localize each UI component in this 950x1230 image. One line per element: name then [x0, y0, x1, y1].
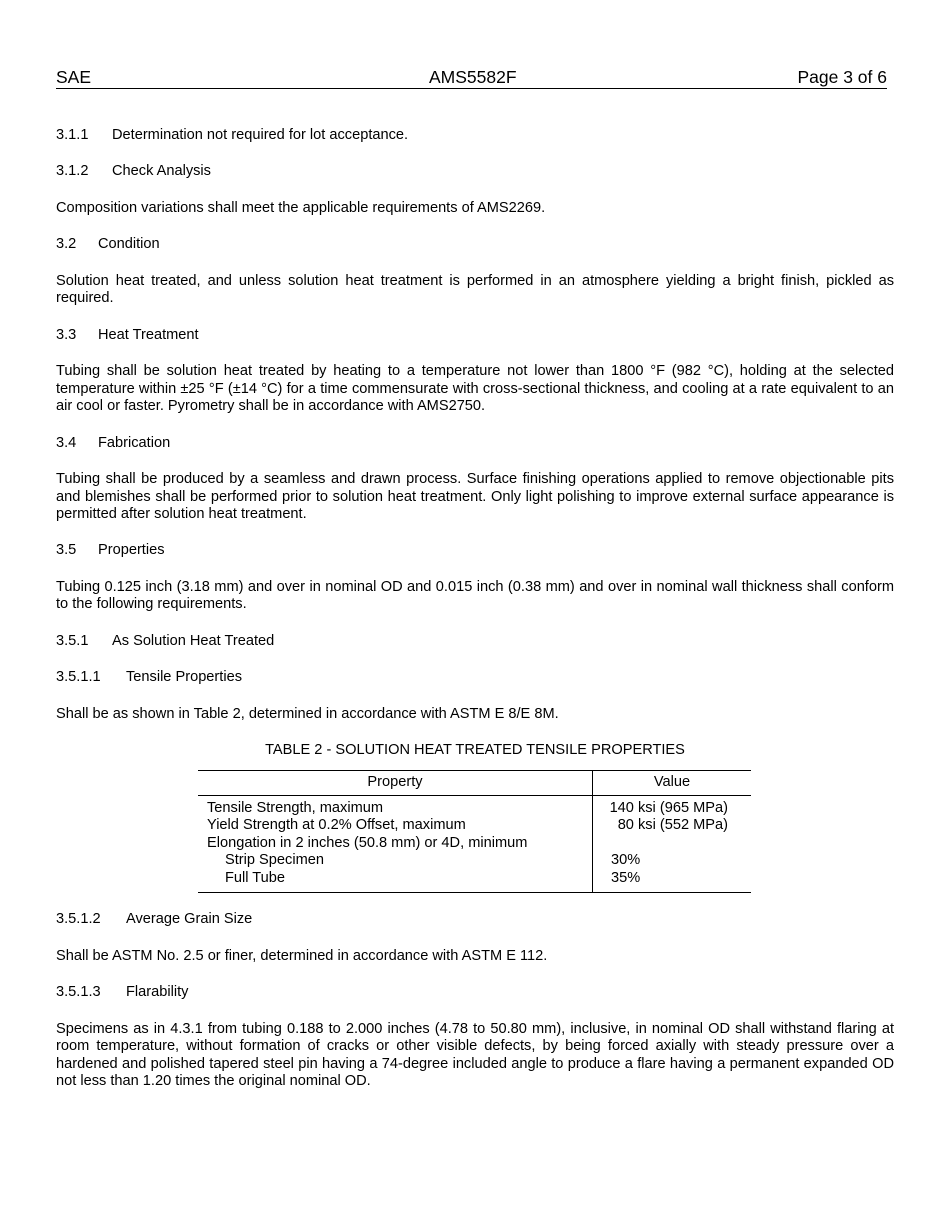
section-number: 3.5.1.3: [56, 984, 101, 1001]
section-3-4-text: Tubing shall be produced by a seamless and drawn process. Surface finishing operations applied to remove objectionable pits and blemishes shall be performed prior to solution heat treatment. Only light polishing to improve external surface appearance is permitted after solution heat treatment.: [56, 470, 894, 523]
property-cell: Full Tube: [198, 870, 593, 892]
section-title: Fabrication: [98, 434, 171, 451]
column-header-value: Value: [593, 770, 752, 795]
value-cell: 30%: [611, 852, 641, 869]
section-title: Heat Treatment: [98, 326, 199, 343]
table-row: [198, 852, 751, 870]
section-title: Determination not required for lot acceptance.: [112, 127, 409, 143]
property-cell: Elongation in 2 inches (50.8 mm) or 4D, minimum: [198, 835, 593, 853]
property-cell: Yield Strength at 0.2% Offset, maximum: [198, 817, 593, 835]
table-row: [198, 795, 751, 817]
table-row: [198, 835, 751, 853]
page-header: [56, 67, 887, 89]
section-number: 3.5.1.1: [56, 669, 101, 686]
section-number: 3.1.1: [56, 127, 89, 143]
section-number: 3.3: [56, 326, 77, 343]
section-3-2-heading: [56, 236, 894, 254]
section-3-1-2-heading: [56, 163, 894, 181]
header-org: SAE: [56, 67, 92, 87]
section-number: 3.1.2: [56, 163, 89, 180]
section-title: Average Grain Size: [126, 911, 253, 928]
section-title: Check Analysis: [112, 163, 211, 180]
section-3-2-text: Solution heat treated, and unless solution heat treatment is performed in an atmosphere yielding a bright finish, pickled as required.: [56, 272, 894, 307]
section-title: Properties: [98, 542, 165, 559]
value-cell: 140 ksi (965 MPa): [609, 799, 728, 816]
property-cell: Tensile Strength, maximum: [198, 795, 593, 817]
section-3-5-1-heading: [56, 633, 894, 651]
section-3-5-1-3-text: Specimens as in 4.3.1 from tubing 0.188 to 2.000 inches (4.78 to 50.80 mm), inclusive, in nominal OD shall withstand flaring at room temperature, without formation of cracks or other visible defects, by being forced axially with steady pressure over a hardened and polished tapered steel pin having a 74-degree included angle to produce a flare having a permanent expanded OD not less than 1.20 times the original nominal OD.: [56, 1020, 894, 1090]
section-3-5-text: Tubing 0.125 inch (3.18 mm) and over in nominal OD and 0.015 inch (0.38 mm) and over in nominal wall thickness shall conform to the following requirements.: [56, 578, 894, 613]
section-3-1-2-text: Composition variations shall meet the applicable requirements of AMS2269.: [56, 199, 546, 216]
section-3-5-1-2-heading: [56, 911, 894, 929]
section-number: 3.2: [56, 236, 77, 253]
section-number: 3.5.1.2: [56, 911, 101, 928]
section-3-5-1-1-text: Shall be as shown in Table 2, determined in accordance with ASTM E 8/E 8M.: [56, 705, 559, 722]
section-title: Flarability: [126, 984, 189, 1001]
table-row: [198, 817, 751, 835]
section-3-4-heading: [56, 435, 894, 453]
section-title: As Solution Heat Treated: [112, 632, 275, 649]
section-3-1-1-heading: [56, 127, 894, 145]
table-2: [198, 770, 751, 893]
value-cell: 35%: [593, 870, 752, 892]
section-3-5-1-3-heading: [56, 984, 894, 1002]
property-cell: Strip Specimen: [198, 852, 593, 870]
column-header-property: Property: [198, 770, 593, 795]
section-number: 3.4: [56, 434, 77, 451]
table-2-title: TABLE 2 - SOLUTION HEAT TREATED TENSILE PROPERTIES: [265, 742, 685, 759]
value-cell: 80 ksi (552 MPa): [617, 817, 728, 834]
section-number: 3.5: [56, 542, 77, 559]
section-3-5-1-1-heading: [56, 669, 894, 687]
value-cell: [593, 835, 752, 853]
document-body: [56, 127, 894, 1091]
section-number: 3.5.1: [56, 632, 89, 649]
header-doc-number: AMS5582F: [429, 67, 517, 87]
table-row: [198, 870, 751, 892]
section-3-5-1-2-text: Shall be ASTM No. 2.5 or finer, determined in accordance with ASTM E 112.: [56, 947, 548, 964]
section-3-5-heading: [56, 542, 894, 560]
section-3-3-text: Tubing shall be solution heat treated by heating to a temperature not lower than 1800 °F (982 °C), holding at the selected temperature within ±25 °F (±14 °C) for a time commensurate with cross-sectional thickness, and cooling at a rate equivalent to an air cool or faster. Pyrometry shall be in accordance with AMS2750.: [56, 362, 894, 415]
section-3-3-heading: [56, 327, 894, 345]
section-title: Condition: [98, 236, 160, 253]
section-title: Tensile Properties: [126, 669, 242, 686]
header-page-number: Page 3 of 6: [797, 67, 887, 87]
